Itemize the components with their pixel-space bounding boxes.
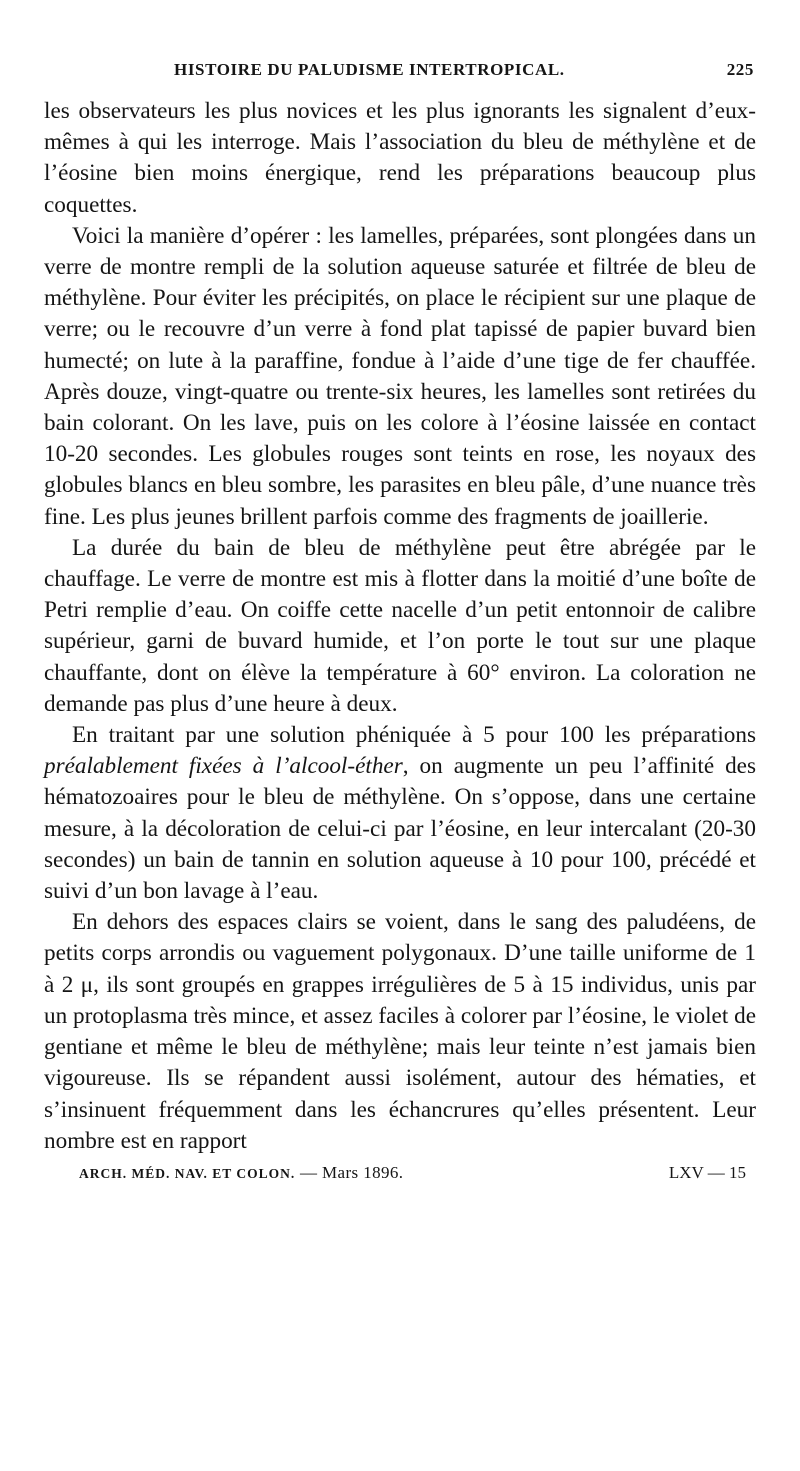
page-footer [44,1163,756,1191]
paragraph-4-start: En traitant par une solution phéniquée à 5 pour 100 les préparations [72,722,756,749]
running-header [44,60,756,90]
paragraph-2: Voici la manière d’opérer : les lamelles, préparées, sont plongées dans un verre de montre rempli de la solution aqueuse saturée et filtrée de bleu de méthylène. Pour éviter les précipités, on place le récipient sur une plaque de verre; ou le recouvre d’un verre à fond plat tapissé de papier buvard bien humecté; on lute à la paraffine, fondue à l’aide d’une tige de fer chauffée. Après douze, vingt-quatre ou trente-six heures, les lamelles sont retirées du bain colorant. On les lave, puis on les colore à l’éosine laissée en contact 10-20 secondes. Les globules rouges sont teints en rose, les noyaux des globules blancs en bleu sombre, les parasites en bleu pâle, d’une nuance très fine. Les plus jeunes brillent parfois comme des fragments de joaillerie. [44,222,756,530]
paragraph-4-italic: préalablement fixées à l’alcool-éther [44,753,403,780]
page-number: 225 [726,60,754,79]
paragraph-1: les observateurs les plus novices et les plus ignorants les signalent d’eux-mêmes à qui les interroge. Mais l’association du bleu de méthylène et de l’éosine bien moins énergique, rend les préparations beaucoup plus coquettes. [44,98,756,218]
paragraph-4 [44,720,756,907]
journal-citation [79,1163,403,1183]
document-page [44,60,756,1191]
footer-dash: — [299,1162,318,1182]
paragraph-5: En dehors des espaces clairs se voient, dans le sang des paludéens, de petits corps arrondis ou vaguement polygonaux. D’une taille uniforme de 1 à 2 μ, ils sont groupés en grappes irrégulières de 5 à 15 individus, unis par un protoplasma très mince, et assez faciles à colorer par l’éosine, le violet de gentiane et même le bleu de méthylène; mais leur teinte n’est jamais bien vigoureuse. Ils se répandent aussi isolément, autour des hématies, et s’insinuent fréquemment dans les échancrures qu’elles présentent. Leur nombre est en rapport [44,909,756,1154]
body-text [44,96,756,1157]
paragraph-3: La durée du bain de bleu de méthylène peut être abrégée par le chauffage. Le verre de montre est mis à flotter dans la moitié d’une boîte de Petri remplie d’eau. On coiffe cette nacelle d’un petit entonnoir de calibre supérieur, garni de buvard humide, et l’on porte le tout sur une plaque chauffante, dont on élève la température à 60° environ. La coloration ne demande pas plus d’une heure à deux. [44,534,756,717]
paragraph-4-end: , on augmente un peu l’affinité des hématozoaires pour le bleu de méthylène. On s’oppose, dans une certaine mesure, à la décoloration de celui-ci par l’éosine, en leur intercalant (20-30 secondes) un bain de tannin en solution aqueuse à 10 pour 100, précédé et suivi d’un bon lavage à l’eau. [44,753,757,905]
running-title: HISTOIRE DU PALUDISME INTERTROPICAL. [174,60,565,79]
issue-date: Mars 1896. [322,1162,404,1182]
signature-mark: LXV — 15 [668,1162,746,1182]
journal-name: ARCH. MÉD. NAV. ET COLON. [79,1165,296,1181]
